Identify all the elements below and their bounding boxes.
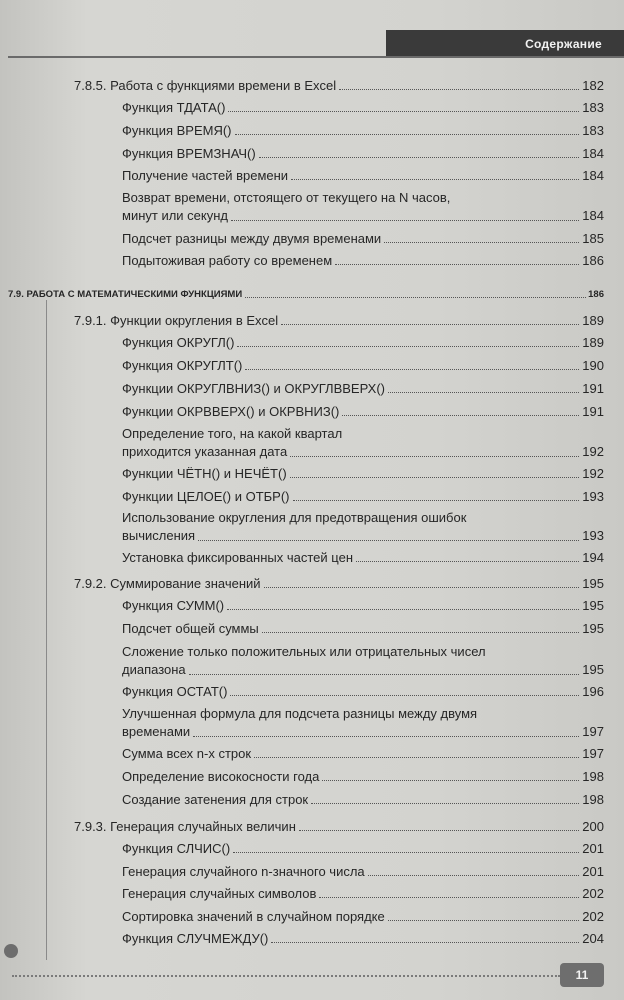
toc-subsection-7-9-3[interactable]: 7.9.3. Генерация случайных величин 200 [74, 819, 604, 834]
section-title: Содержание [525, 36, 602, 51]
toc-item-multiline[interactable]: Использование округления для предотвращения ошибок вычисления 193 [122, 510, 604, 543]
toc-left-rule [46, 300, 47, 960]
toc-item[interactable]: Создание затенения для строк 198 [122, 792, 604, 807]
toc-item[interactable]: Определение високосности года 198 [122, 769, 604, 784]
toc-item[interactable]: Функция ОКРУГЛТ() 190 [122, 358, 604, 373]
footer-dotted-rule [12, 975, 560, 977]
section-header [386, 30, 624, 57]
toc-item[interactable]: Сумма всех n-х строк 197 [122, 746, 604, 761]
toc-item[interactable]: Функции ОКРУГЛВНИЗ() и ОКРУГЛВВЕРХ() 191 [122, 381, 604, 396]
toc-item-multiline[interactable]: Возврат времени, отстоящего от текущего на N часов, минут или секунд 184 [122, 190, 604, 223]
toc-item[interactable]: Функция ТДАТА() 183 [122, 100, 604, 115]
toc-item-multiline[interactable]: Сложение только положительных или отрицательных чисел диапазона 195 [122, 644, 604, 677]
page-number: 11 [575, 968, 589, 982]
header-rule [8, 56, 624, 58]
toc-item[interactable]: Функции ОКРВВЕРХ() и ОКРВНИЗ() 191 [122, 404, 604, 419]
toc-subsection-7-9-1[interactable]: 7.9.1. Функции округления в Excel 189 [74, 313, 604, 328]
bullet-dot-icon [4, 944, 18, 958]
toc-item[interactable]: Функция СЛЧИС() 201 [122, 841, 604, 856]
toc-item[interactable]: Функции ЦЕЛОЕ() и ОТБР() 193 [122, 489, 604, 504]
toc-item[interactable]: Генерация случайных символов 202 [122, 886, 604, 901]
toc-item[interactable]: Функция ВРЕМЗНАЧ() 184 [122, 146, 604, 161]
toc-item[interactable]: Подытоживая работу со временем 186 [122, 253, 604, 268]
toc-item[interactable]: Функция СУММ() 195 [122, 598, 604, 613]
toc-item[interactable]: Генерация случайного n-значного числа 201 [122, 864, 604, 879]
toc-subsection-7-9-2[interactable]: 7.9.2. Суммирование значений 195 [74, 576, 604, 591]
toc-item[interactable]: Сортировка значений в случайном порядке 202 [122, 909, 604, 924]
toc-item[interactable]: Функция ВРЕМЯ() 183 [122, 123, 604, 138]
toc-section-7-9[interactable]: 7.9. РАБОТА С МАТЕМАТИЧЕСКИМИ ФУНКЦИЯМИ 186 [8, 289, 604, 300]
toc-item[interactable]: Функция СЛУЧМЕЖДУ() 204 [122, 931, 604, 946]
toc-item[interactable]: Получение частей времени 184 [122, 168, 604, 183]
toc-item-multiline[interactable]: Улучшенная формула для подсчета разницы между двумя временами 197 [122, 706, 604, 739]
page-number-badge [560, 963, 604, 987]
toc-item[interactable]: Функция ОСТАТ() 196 [122, 684, 604, 699]
toc-item[interactable]: Установка фиксированных частей цен 194 [122, 550, 604, 565]
toc-item-multiline[interactable]: Определение того, на какой квартал приходится указанная дата 192 [122, 426, 604, 459]
toc-item[interactable]: Подсчет разницы между двумя временами 185 [122, 231, 604, 246]
toc-item[interactable]: Функция ОКРУГЛ() 189 [122, 335, 604, 350]
toc-subsection-7-8-5[interactable]: 7.8.5. Работа с функциями времени в Excel 182 [74, 78, 604, 93]
toc-item[interactable]: Функции ЧЁТН() и НЕЧЁТ() 192 [122, 466, 604, 481]
toc-item[interactable]: Подсчет общей суммы 195 [122, 621, 604, 636]
